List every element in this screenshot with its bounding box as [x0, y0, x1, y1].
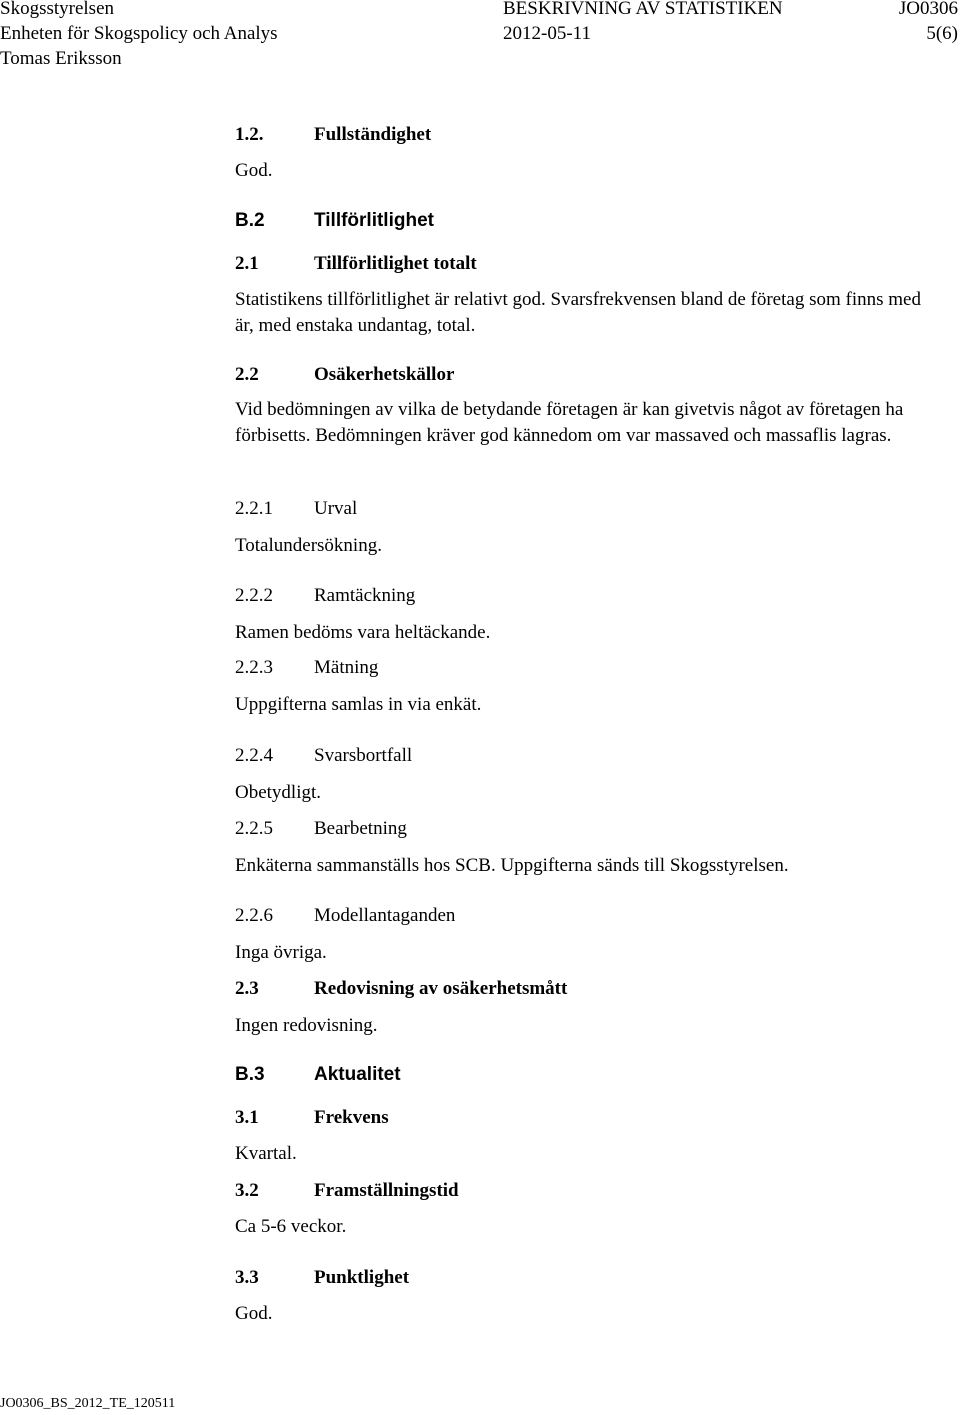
heading-title: Frekvens — [314, 1107, 389, 1128]
header-org: Skogsstyrelsen — [0, 0, 114, 19]
text-2-2-5: Enkäterna sammanställs hos SCB. Uppgifterna sänds till Skogsstyrelsen. — [235, 855, 789, 876]
heading-number: 2.1 — [235, 253, 259, 274]
text-1-2: God. — [235, 160, 273, 181]
heading-number: 2.2.5 — [235, 818, 273, 839]
heading-number: 2.2.2 — [235, 585, 273, 606]
footer-file-id: JO0306_BS_2012_TE_120511 — [0, 1396, 176, 1411]
text-2-1: Statistikens tillförlitlighet är relativt god. Svarsfrekvensen bland de företag som finns med är, med enstaka undantag, total. — [235, 289, 921, 336]
text-3-2: Ca 5-6 veckor. — [235, 1216, 347, 1237]
heading-title: Tillförlitlighet totalt — [314, 253, 477, 274]
heading-number: 2.2 — [235, 364, 259, 385]
text-2-2-4: Obetydligt. — [235, 782, 322, 803]
heading-title: Bearbetning — [314, 818, 407, 839]
text-2-2-1: Totalundersökning. — [235, 535, 382, 556]
heading-number: 2.2.4 — [235, 745, 273, 766]
heading-title: Urval — [314, 498, 358, 519]
heading-title: Tillförlitlighet — [314, 210, 434, 231]
text-3-1: Kvartal. — [235, 1143, 297, 1164]
header-unit: Enheten för Skogspolicy och Analys — [0, 23, 278, 44]
heading-title: Redovisning av osäkerhetsmått — [314, 978, 568, 999]
text-2-2-6: Inga övriga. — [235, 942, 327, 963]
text-2-2-3: Uppgifterna samlas in via enkät. — [235, 694, 482, 715]
heading-number: 3.3 — [235, 1267, 259, 1288]
heading-title: Fullständighet — [314, 124, 432, 145]
header-page-number: 5(6) — [926, 23, 958, 44]
heading-number: 2.3 — [235, 978, 259, 999]
heading-title: Ramtäckning — [314, 585, 416, 606]
text-2-2: Vid bedömningen av vilka de betydande företagen är kan givetvis något av företagen ha förbisetts. Bedömningen kräver god kännedom om var massaved och massaflis lagras. — [235, 399, 904, 446]
header-date: 2012-05-11 — [503, 23, 591, 44]
header-author: Tomas Eriksson — [0, 48, 122, 69]
heading-title: Osäkerhetskällor — [314, 364, 455, 385]
header-doc-type: BESKRIVNING AV STATISTIKEN — [503, 0, 783, 19]
heading-number: 2.2.1 — [235, 498, 273, 519]
heading-title: Mätning — [314, 657, 379, 678]
heading-title: Modellantaganden — [314, 905, 456, 926]
heading-title: Punktlighet — [314, 1267, 410, 1288]
heading-number: 2.2.6 — [235, 905, 273, 926]
text-3-3: God. — [235, 1303, 273, 1324]
heading-number: B.3 — [235, 1064, 265, 1085]
heading-title: Svarsbortfall — [314, 745, 413, 766]
header-doc-code: JO0306 — [898, 0, 958, 19]
heading-number: B.2 — [235, 210, 265, 231]
text-2-3: Ingen redovisning. — [235, 1015, 378, 1036]
heading-number: 2.2.3 — [235, 657, 273, 678]
heading-title: Aktualitet — [314, 1064, 401, 1085]
text-2-2-2: Ramen bedöms vara heltäckande. — [235, 622, 491, 643]
heading-number: 1.2. — [235, 124, 264, 145]
heading-number: 3.2 — [235, 1180, 259, 1201]
heading-title: Framställningstid — [314, 1180, 459, 1201]
heading-number: 3.1 — [235, 1107, 259, 1128]
